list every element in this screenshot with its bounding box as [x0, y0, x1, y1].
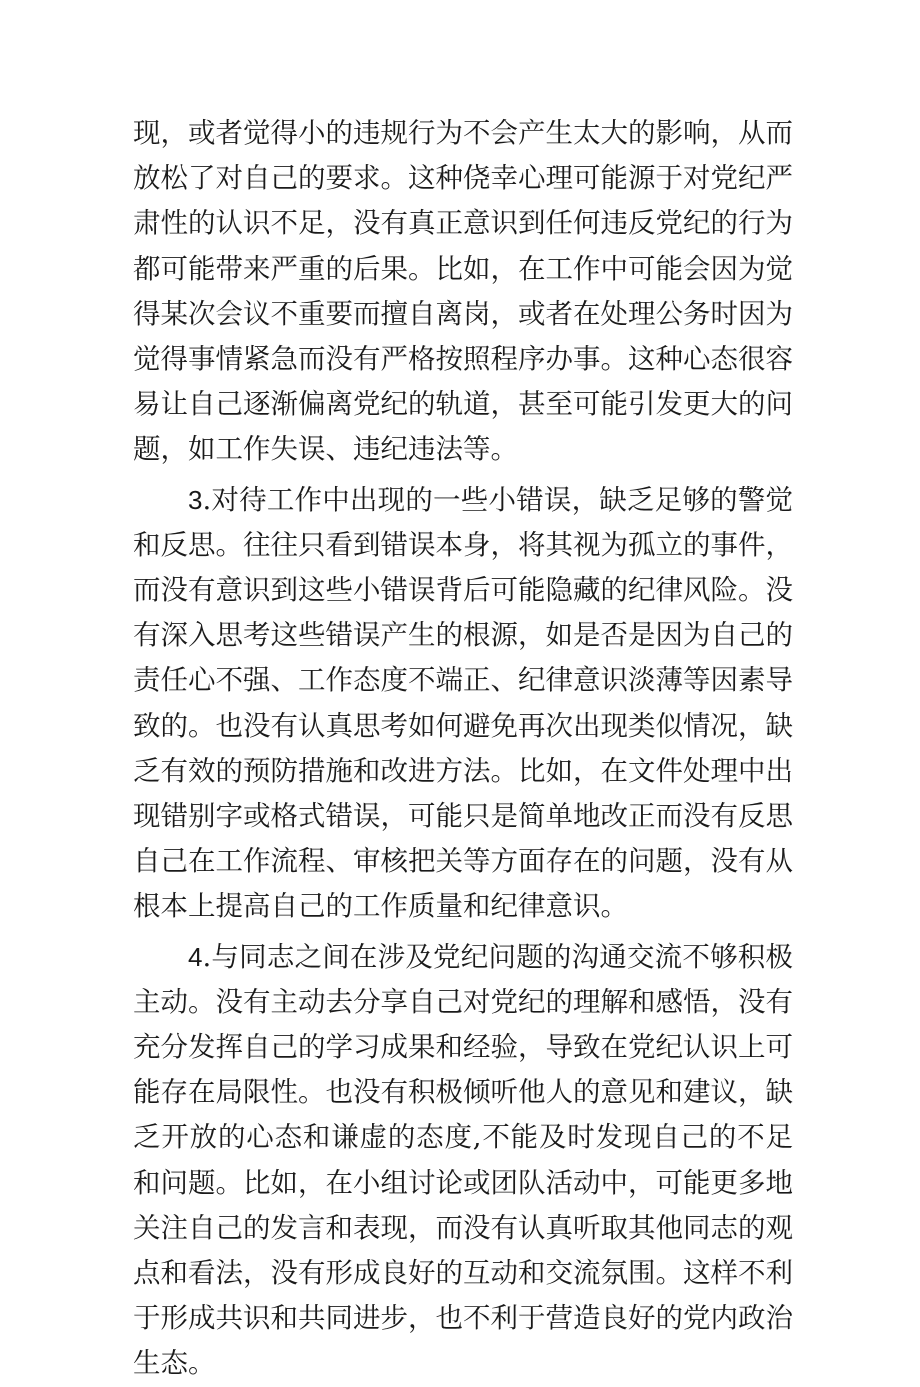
paragraph-item-4	[133, 935, 793, 1387]
paragraph-text: .与同志之间在涉及党纪问题的沟通交流不够积极主动。没有主动去分享自己对党纪的理解和感悟，没有充分发挥自己的学习成果和经验，导致在党纪认识上可能存在局限性。也没有积极倾听他人的意见和建议，缺乏开放的心态和谦虚的态度,不能及时发现自己的不足和问题。比如，在小组讨论或团队活动中，可能更多地关注自己的发言和表现，而没有认真听取其他同志的观点和看法，没有形成良好的互动和交流氛围。这样不利于形成共识和共同进步，也不利于营造良好的党内政治生态。	[133, 940, 793, 1380]
paragraph-continuation: 现，或者觉得小的违规行为不会产生太大的影响，从而放松了对自己的要求。这种侥幸心理可能源于对党纪严肃性的认识不足，没有真正意识到任何违反党纪的行为都可能带来严重的后果。比如，在工作中可能会因为觉得某次会议不重要而擅自离岗，或者在处理公务时因为觉得事情紧急而没有严格按照程序办事。这种心态很容易让自己逐渐偏离党纪的轨道，甚至可能引发更大的问题，如工作失误、违纪违法等。	[133, 117, 793, 466]
document-body	[133, 111, 793, 1387]
item-number: 3	[188, 484, 203, 515]
item-number: 4	[188, 941, 203, 972]
paragraph-text: .对待工作中出现的一些小错误，缺乏足够的警觉和反思。往往只看到错误本身，将其视为孤立的事件，而没有意识到这些小错误背后可能隐藏的纪律风险。没有深入思考这些错误产生的根源，如是否是因为自己的责任心不强、工作态度不端正、纪律意识淡薄等因素导致的。也没有认真思考如何避免再次出现类似情况，缺乏有效的预防措施和改进方法。比如，在文件处理中出现错别字或格式错误，可能只是简单地改正而没有反思自己在工作流程、审核把关等方面存在的问题，没有从根本上提高自己的工作质量和纪律意识。	[133, 483, 793, 923]
paragraph-item-3	[133, 478, 793, 930]
